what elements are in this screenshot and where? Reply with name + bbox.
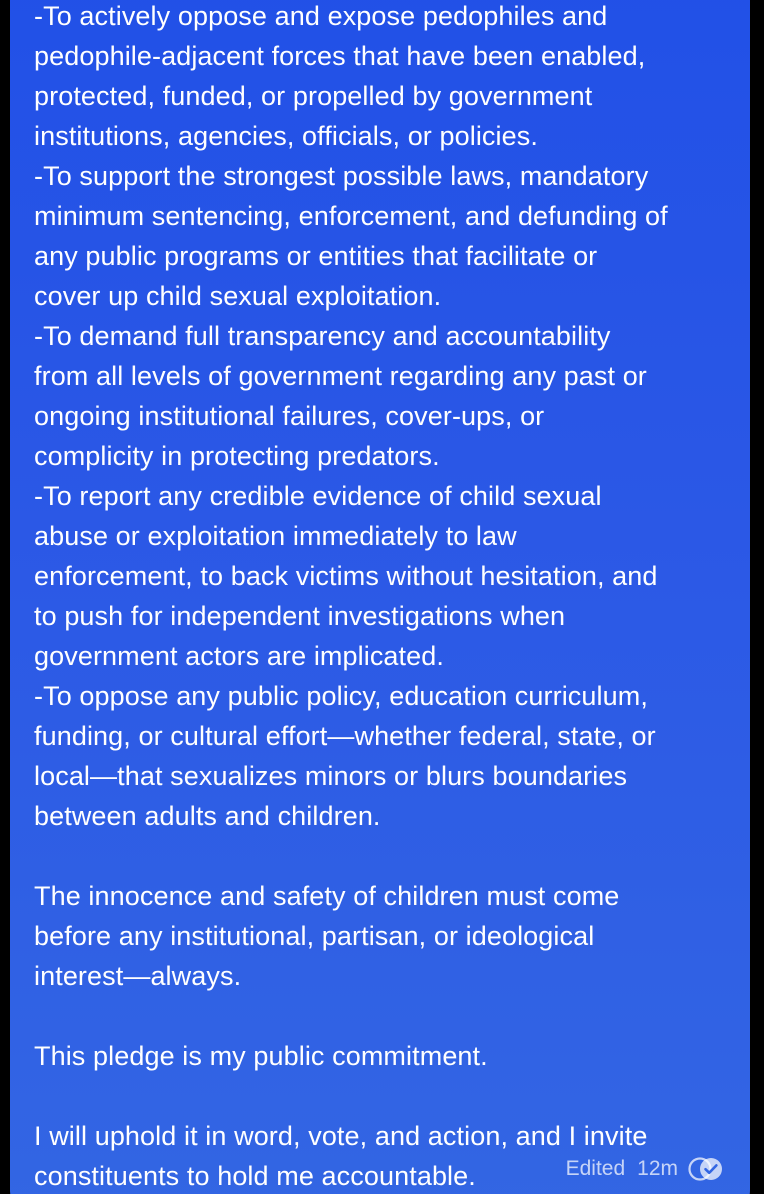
message-line: funding, or cultural effort—whether federal, state, or bbox=[34, 721, 656, 751]
message-line: protected, funded, or propelled by government bbox=[34, 81, 593, 111]
message-line: ongoing institutional failures, cover-ups, or bbox=[34, 401, 545, 431]
message-line: between adults and children. bbox=[34, 801, 381, 831]
message-line: institutions, agencies, officials, or policies. bbox=[34, 121, 538, 151]
message-line: any public programs or entities that facilitate or bbox=[34, 241, 598, 271]
message-line: This pledge is my public commitment. bbox=[34, 1041, 488, 1071]
message-line: constituents to hold me accountable. bbox=[34, 1161, 476, 1191]
message-line: from all levels of government regarding any past or bbox=[34, 361, 647, 391]
message-line: -To oppose any public policy, education curriculum, bbox=[34, 681, 648, 711]
paragraph-spacer bbox=[34, 996, 734, 1036]
double-check-read-icon bbox=[688, 1156, 724, 1182]
message-line: I will uphold it in word, vote, and action, and I invite bbox=[34, 1121, 648, 1151]
message-text bbox=[34, 0, 734, 1194]
message-line: interest—always. bbox=[34, 961, 242, 991]
message-line: -To demand full transparency and accountability bbox=[34, 321, 611, 351]
message-line: to push for independent investigations when bbox=[34, 601, 566, 631]
message-line: The innocence and safety of children must come bbox=[34, 881, 620, 911]
message-line: -To report any credible evidence of child sexual bbox=[34, 481, 602, 511]
message-line: enforcement, to back victims without hesitation, and bbox=[34, 561, 658, 591]
paragraph-spacer bbox=[34, 1076, 734, 1116]
message-line: -To actively oppose and expose pedophiles and bbox=[34, 1, 608, 31]
message-line: minimum sentencing, enforcement, and defunding of bbox=[34, 201, 668, 231]
message-line: government actors are implicated. bbox=[34, 641, 444, 671]
message-line: complicity in protecting predators. bbox=[34, 441, 440, 471]
outgoing-message-bubble[interactable] bbox=[10, 0, 750, 1194]
paragraph-spacer bbox=[34, 836, 734, 876]
message-line: abuse or exploitation immediately to law bbox=[34, 521, 517, 551]
message-status bbox=[566, 1156, 724, 1182]
message-line: local—that sexualizes minors or blurs boundaries bbox=[34, 761, 628, 791]
message-line: pedophile-adjacent forces that have been enabled, bbox=[34, 41, 646, 71]
message-timestamp: 12m bbox=[637, 1157, 678, 1180]
message-line: before any institutional, partisan, or ideological bbox=[34, 921, 595, 951]
message-line: cover up child sexual exploitation. bbox=[34, 281, 442, 311]
edited-label: Edited bbox=[565, 1157, 626, 1180]
message-line: -To support the strongest possible laws, mandatory bbox=[34, 161, 649, 191]
